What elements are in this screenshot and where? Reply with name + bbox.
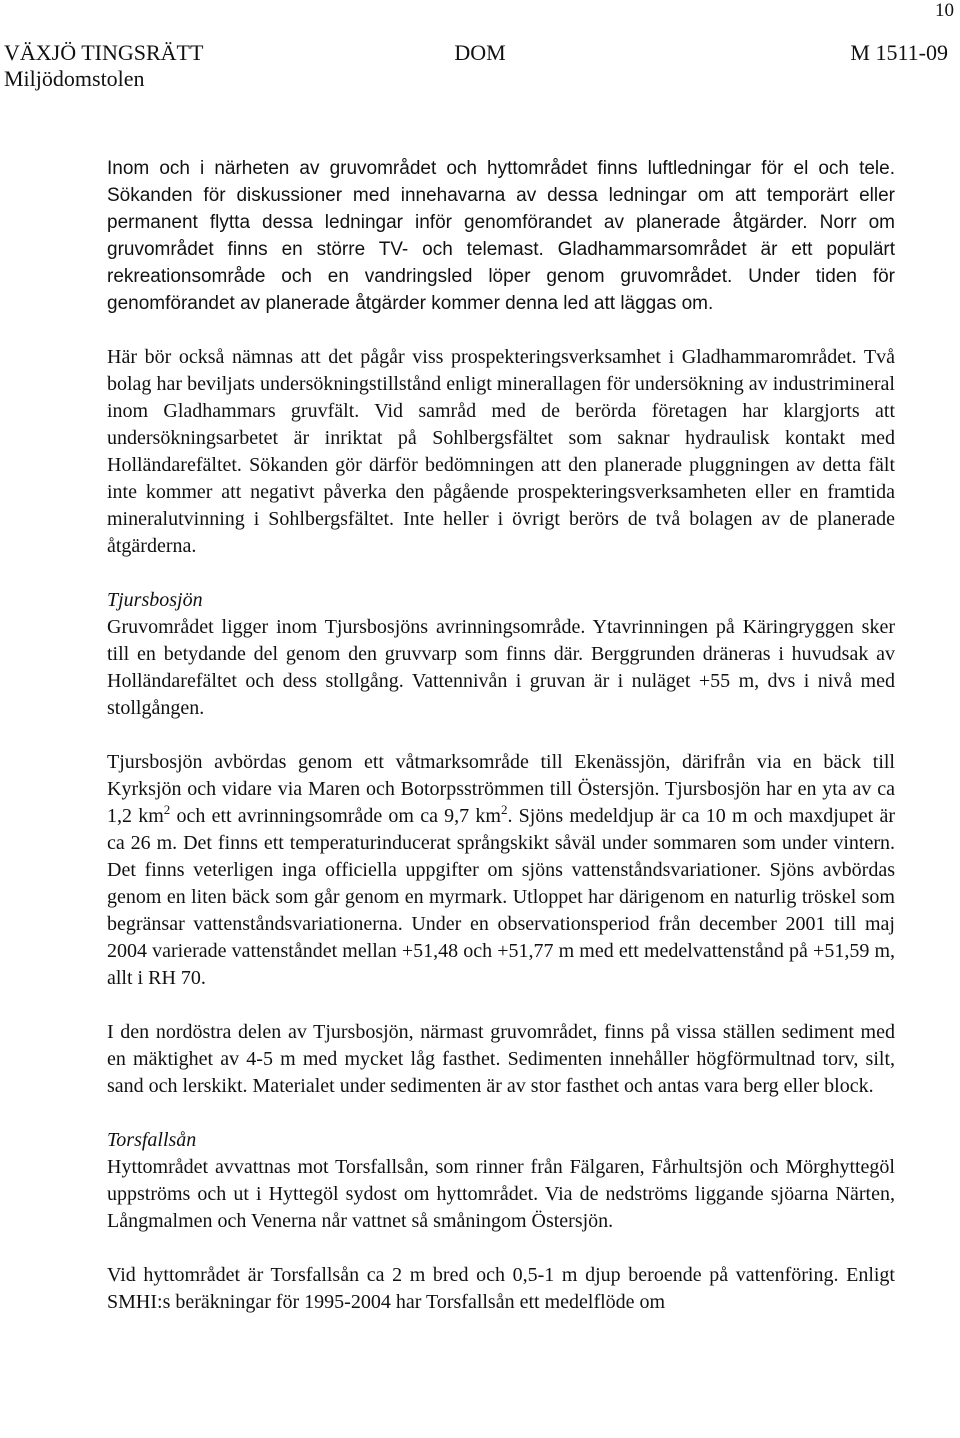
paragraph-lake-outflow-part3: . Sjöns medeldjup är ca 10 m och maxdjupet är ca 26 m. Det finns ett temperaturinducerat språngskikt såväl under sommaren som under vintern. Det finns veterligen inga officiella uppgifter om sjöns vattenståndsvariationer. Sjöns avbördas genom en liten bäck som går genom en myrmark. Utloppet har därigenom en naturlig tröskel som begränsar vattenståndsvariationerna. Under en observationsperiod från december 2001 till maj 2004 varierade vattenståndet mellan +51,48 och +51,77 m med ett medelvattenstånd på +51,59 m, allt i RH 70. [107,805,895,989]
paragraph-river-flow: Vid hyttområdet är Torsfallsån ca 2 m bred och 0,5-1 m djup beroende på vattenföring. Enligt SMHI:s beräkningar för 1995-2004 har Torsfallsån ett medelflöde om [107,1264,895,1313]
section-tjursbosjon [107,587,895,722]
paragraph-lake-outflow-part2: och ett avrinningsområde om ca 9,7 km [170,805,501,827]
paragraph-lake-outflow [107,749,895,992]
paragraph-drainage: Hyttområdet avvattnas mot Torsfallsån, som rinner från Fälgaren, Fårhultsjön och Mörghyttegöl uppströms och ut i Hyttegöl sydost om hyttområdet. Via de nedströms liggande sjöarna Närten, Långmalmen och Venerna når vattnet så småningom Östersjön. [107,1156,895,1232]
superscript-squared: 2 [163,802,171,817]
page-number: 10 [935,0,954,21]
section-heading-torsfallsan: Torsfallsån [107,1129,197,1151]
document-header [0,40,960,100]
court-unit: Miljödomstolen [4,66,145,91]
paragraph-sediments: I den nordöstra delen av Tjursbosjön, närmast gruvområdet, finns på vissa ställen sediment med en mäktighet av 4-5 m med mycket låg fasthet. Sedimenten innehåller högförmultnad torv, silt, sand och lerskikt. Materialet under sedimenten är av stor fasthet och antas vara berg eller block. [107,1021,895,1097]
paragraph-lake-outflow-part1: Tjursbosjön avbördas genom ett våtmarksområde till Ekenässjön, därifrån via en bäck till Kyrksjön och vidare via Maren och Botorpsströmmen till Östersjön. Tjursbosjön har en yta av ca 1,2 km [107,751,895,827]
court-name: VÄXJÖ TINGSRÄTT [4,40,204,65]
paragraph-prospecting: Här bör också nämnas att det pågår viss prospekteringsverksamhet i Gladhammarområdet. Två bolag har beviljats undersökningstillstånd enligt minerallagen för undersökning av industrimineral inom Gladhammars gruvfält. Vid samråd med de berörda företagen har klargjorts att undersökningsarbetet är inriktat på Sohlbergsfältet som saknar hydraulisk kontakt med Holländarefältet. Sökanden gör därför bedömningen att den planerade pluggningen av detta fält inte kommer att negativt påverka den pågående prospekteringsverksamheten eller en framtida mineralutvinning i Sohlbergsfältet. Inte heller i övrigt berörs de två bolagen av de planerade åtgärderna. [107,346,895,557]
document-body [107,155,895,1316]
paragraph-power-lines: Inom och i närheten av gruvområdet och hyttområdet finns luftledningar för el och tele. Sökanden för diskussioner med innehavarna av dessa ledningar om att temporärt eller permanent flytta dessa ledningar inför genomförandet av planerade åtgärder. Norr om gruvområdet finns en större TV- och telemast. Gladhammarsområdet är ett populärt rekreationsområde och en vandringsled löper genom gruvområdet. Under tiden för genomförandet av planerade åtgärder kommer denna led att läggas om. [107,158,895,314]
document-type: DOM [454,40,506,65]
section-heading-tjursbosjon: Tjursbosjön [107,589,203,611]
case-number: M 1511-09 [850,40,948,65]
section-torsfallsan [107,1127,895,1235]
superscript-squared: 2 [500,802,508,817]
paragraph-catchment: Gruvområdet ligger inom Tjursbosjöns avrinningsområde. Ytavrinningen på Käringryggen sker till en betydande del genom den gruvvarp som finns där. Berggrunden dräneras i huvudsak av Holländarefältet och dess stollgång. Vattennivån i gruvan är i nuläget +55 m, dvs i nivå med stollgången. [107,616,895,719]
